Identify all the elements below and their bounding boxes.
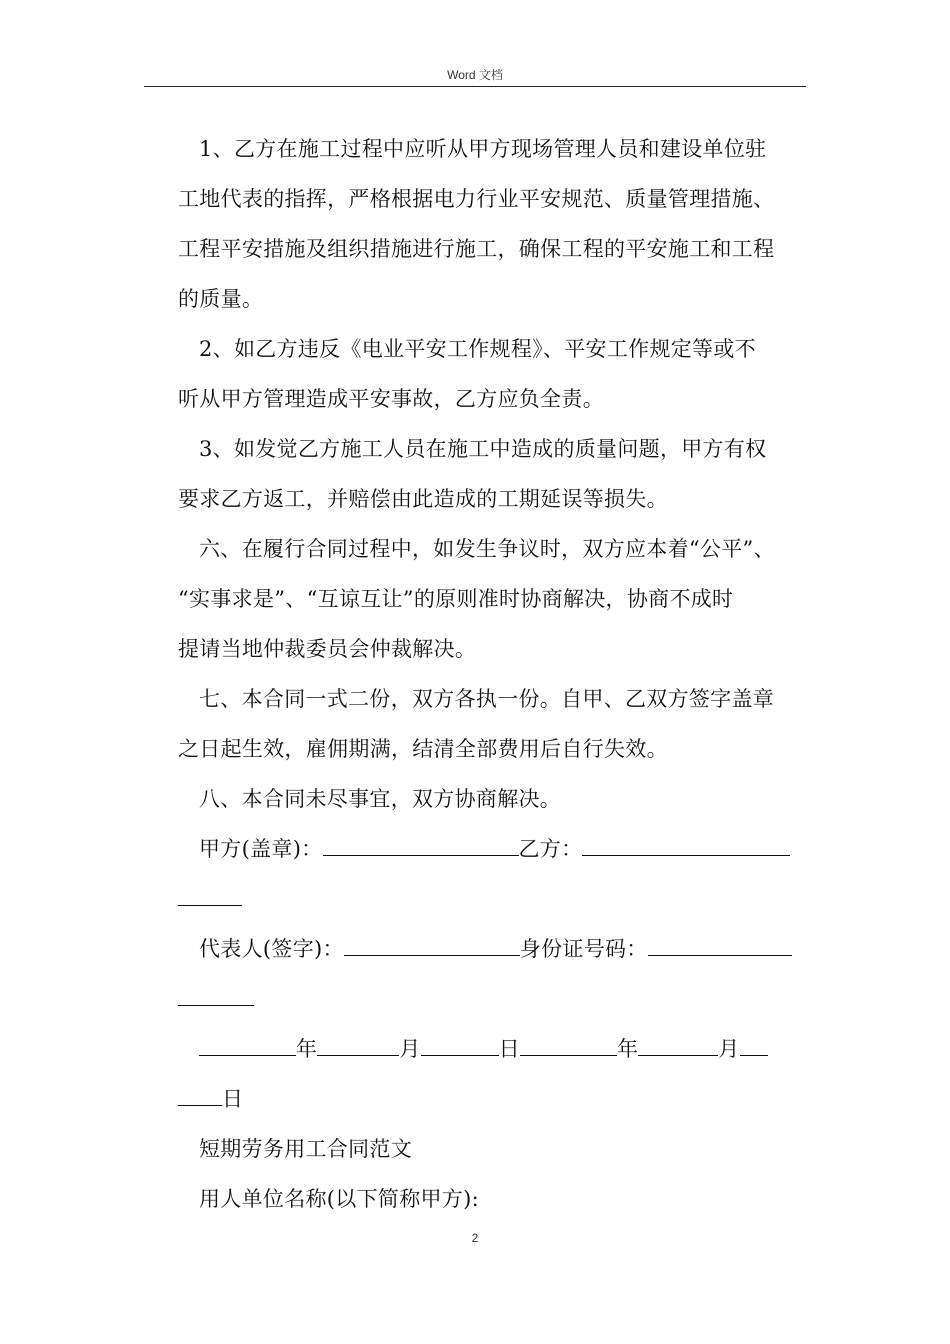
paragraph-line: 八、本合同未尽事宜，双方协商解决。 (199, 787, 562, 811)
next-document-title: 短期劳务用工合同范文 (199, 1137, 412, 1161)
id-number-label: 身份证号码： (519, 937, 648, 961)
date-blank (520, 1036, 617, 1056)
paragraph-line: 的质量。 (178, 287, 264, 311)
party-a-blank (323, 836, 519, 856)
day-label: 日 (498, 1037, 520, 1061)
party-b-blank (582, 836, 790, 856)
party-b-blank-cont (178, 886, 242, 906)
employer-name-label: 用人单位名称(以下简称甲方): (199, 1187, 479, 1211)
party-signature-line-cont (178, 874, 804, 924)
date-blank (199, 1036, 296, 1056)
page-header: Word 文档 (447, 68, 503, 82)
year-label: 年 (296, 1037, 318, 1061)
paragraph-line: 1、乙方在施工过程中应听从甲方现场管理人员和建设单位驻 (199, 137, 767, 161)
representative-line (178, 924, 804, 974)
document-body (178, 124, 804, 1224)
id-number-blank (648, 936, 792, 956)
year-label: 年 (616, 1037, 639, 1061)
paragraph-line: 六、在履行合同过程中，如发生争议时，双方应本着“公平”、 (199, 537, 775, 561)
paragraph-line: 听从甲方管理造成平安事故，乙方应负全责。 (178, 387, 604, 411)
paragraph-line: 工程平安措施及组织措施进行施工，确保工程的平安施工和工程 (178, 237, 775, 261)
date-blank (178, 1086, 222, 1106)
paragraph-line: 要求乙方返工，并赔偿由此造成的工期延误等损失。 (178, 487, 668, 511)
party-b-label: 乙方： (518, 837, 583, 861)
party-signature-line (178, 824, 804, 874)
paragraph-line: 2、如乙方违反《电业平安工作规程》、平安工作规定等或不 (199, 337, 756, 361)
date-line-cont (178, 1074, 804, 1124)
paragraph-line: 七、本合同一式二份，双方各执一份。自甲、乙双方签字盖章 (199, 687, 775, 711)
day-label: 日 (222, 1087, 244, 1111)
representative-label: 代表人(签字)： (199, 937, 344, 961)
paragraph-line: 3、如发觉乙方施工人员在施工中造成的质量问题，甲方有权 (199, 437, 767, 461)
representative-blank (344, 936, 520, 956)
paragraph-line: “实事求是”、“互谅互让”的原则准时协商解决，协商不成时 (178, 587, 734, 611)
month-label: 月 (718, 1037, 740, 1061)
id-number-blank-cont (178, 986, 254, 1006)
header-divider (144, 86, 806, 87)
paragraph-line: 提请当地仲裁委员会仲裁解决。 (178, 637, 477, 661)
date-line (178, 1024, 804, 1074)
date-blank (421, 1036, 499, 1056)
representative-line-cont (178, 974, 804, 1024)
page-number: 2 (471, 1231, 479, 1245)
date-blank (317, 1036, 399, 1056)
party-a-label: 甲方(盖章)： (199, 837, 323, 861)
month-label: 月 (399, 1037, 421, 1061)
paragraph-line: 之日起生效，雇佣期满，结清全部费用后自行失效。 (178, 737, 668, 761)
date-blank (638, 1036, 718, 1056)
date-blank (740, 1036, 768, 1056)
paragraph-line: 工地代表的指挥，严格根据电力行业平安规范、质量管理措施、 (178, 187, 775, 211)
